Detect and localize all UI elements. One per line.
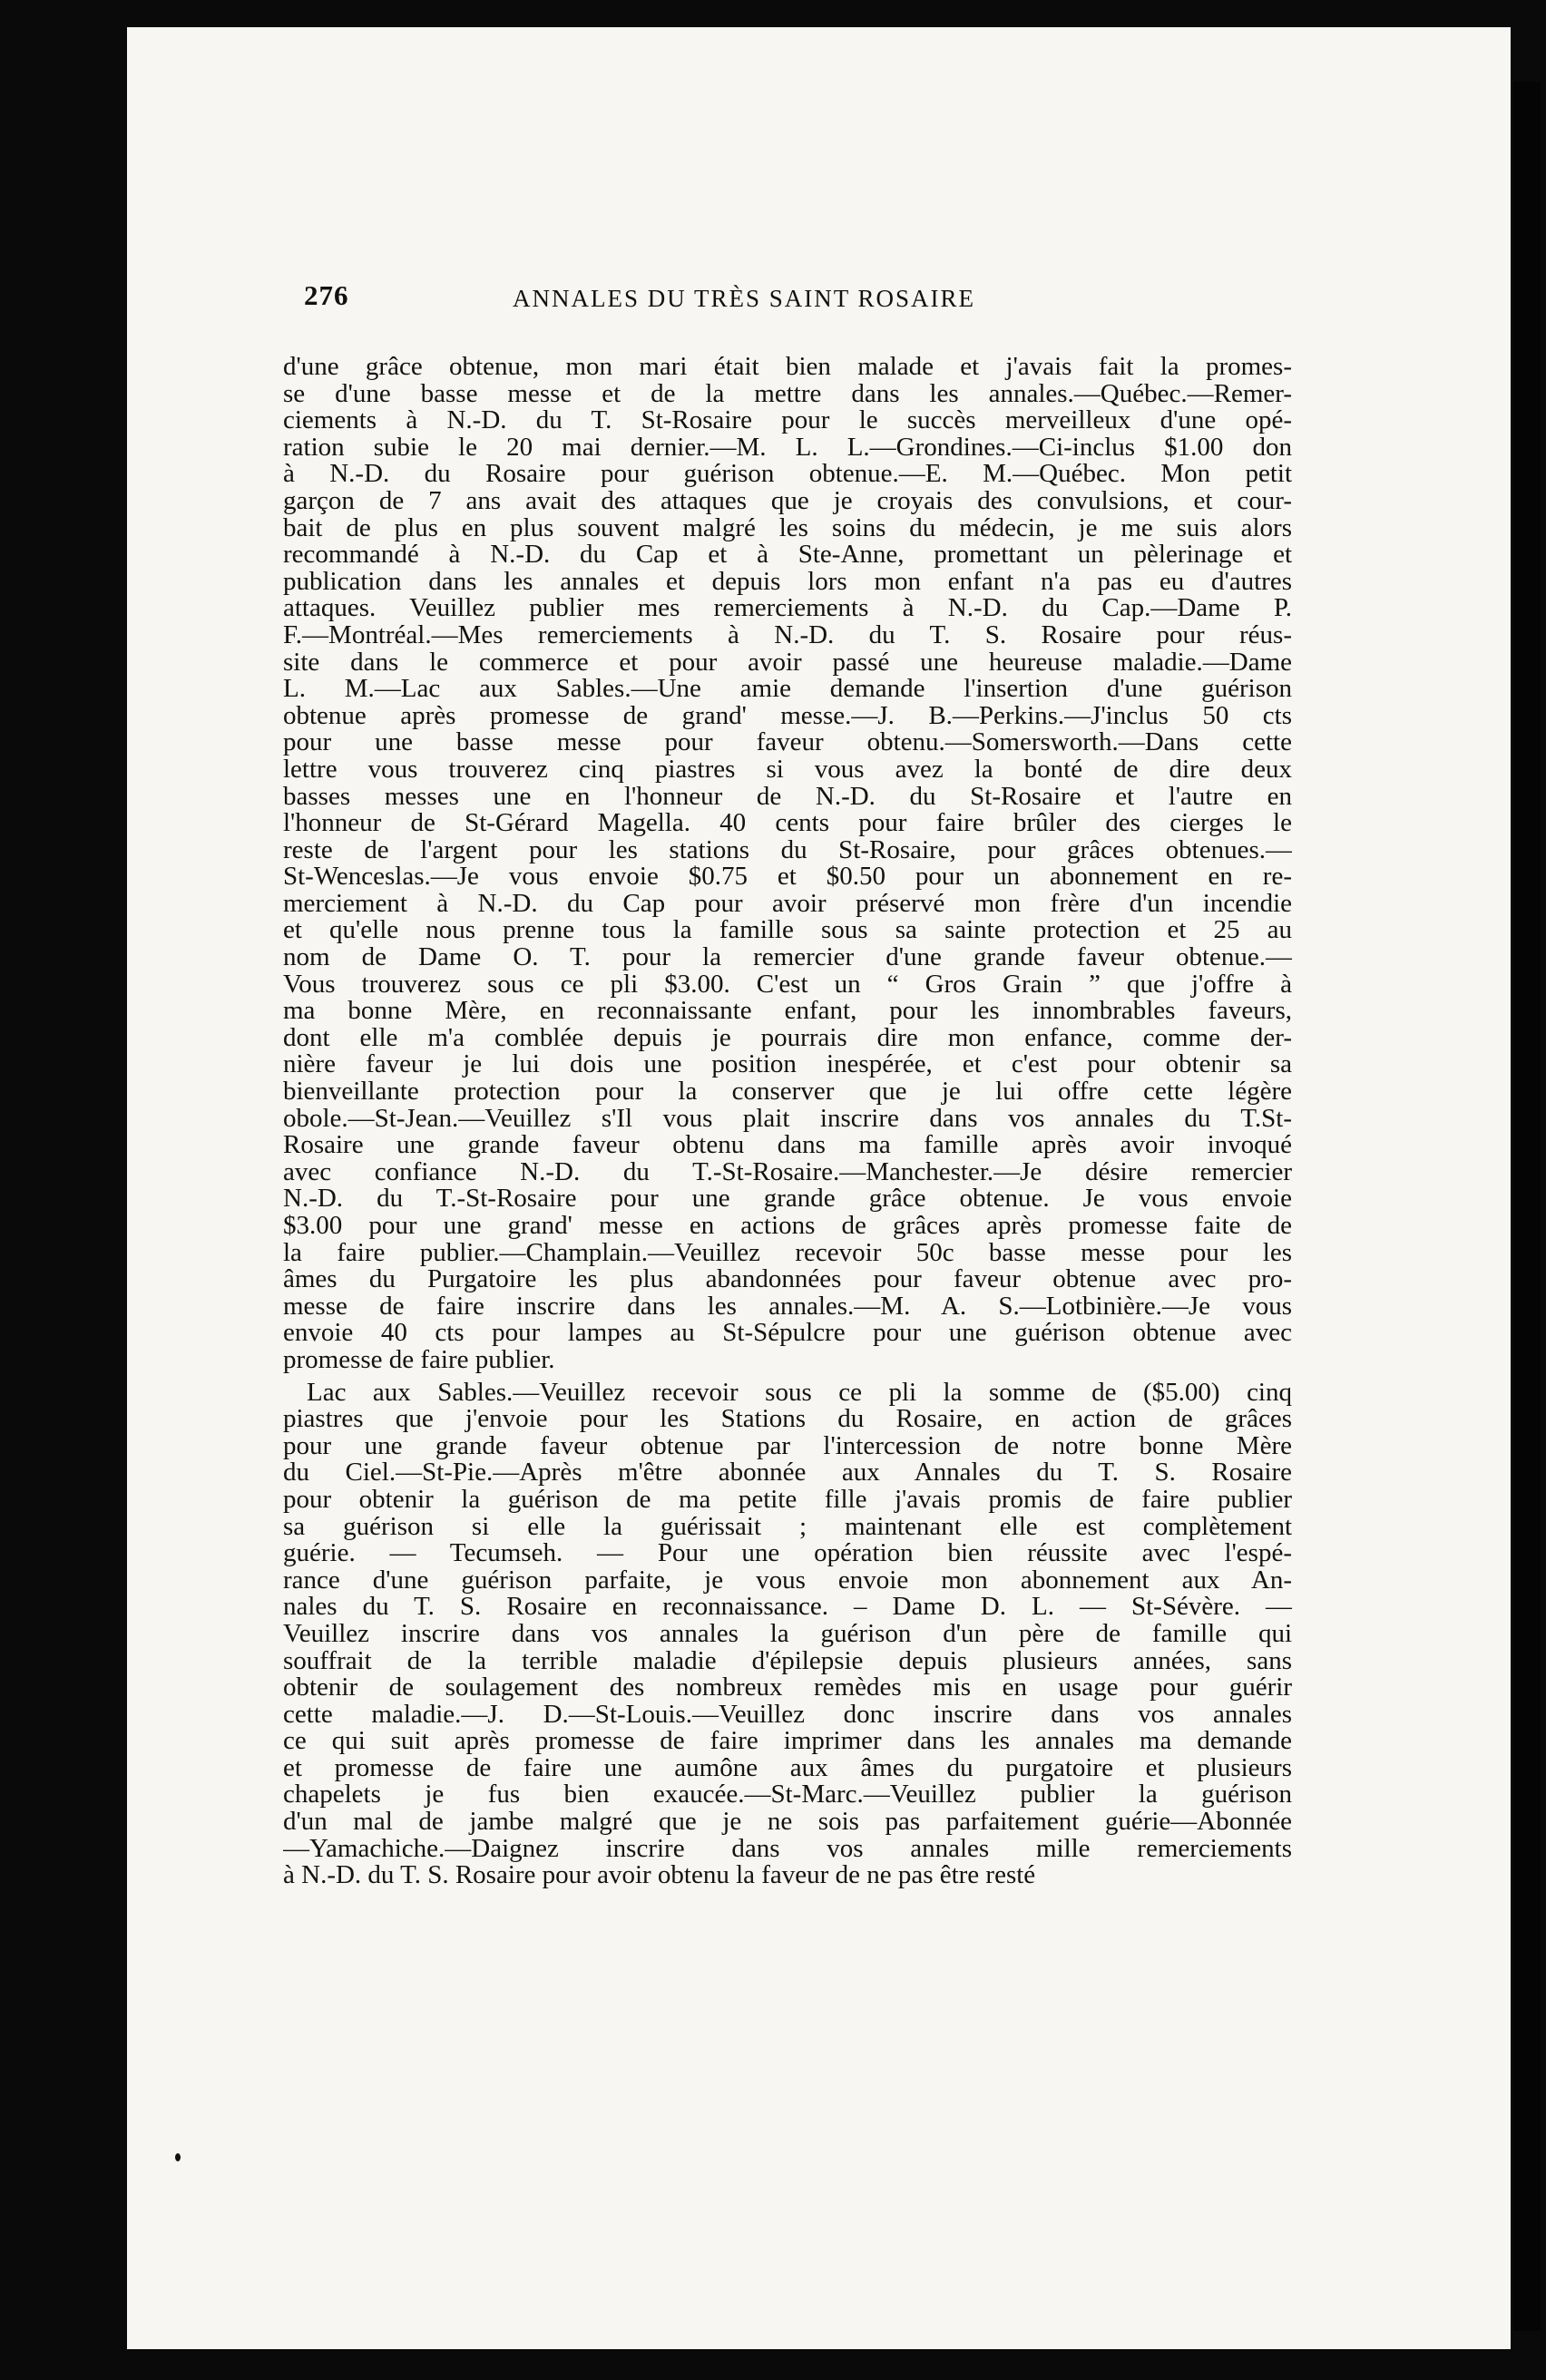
text-line: l'honneur de St-Gérard Magella. 40 cents pour faire brûler des cierges le bbox=[283, 810, 1292, 837]
text-line: sa guérison si elle la guérissait ; maintenant elle est complètement bbox=[283, 1513, 1292, 1541]
text-line: dont elle m'a comblée depuis je pourrais dire mon enfance, comme der- bbox=[283, 1024, 1292, 1052]
text-line: site dans le commerce et pour avoir passé une heureuse maladie.—Dame bbox=[283, 649, 1292, 677]
text-line: avec confiance N.-D. du T.-St-Rosaire.—Manchester.—Je désire remercier bbox=[283, 1158, 1292, 1186]
text-line: merciement à N.-D. du Cap pour avoir préservé mon frère d'un incendie bbox=[283, 890, 1292, 918]
text-line: nales du T. S. Rosaire en reconnaissance. – Dame D. L. — St-Sévère. — bbox=[283, 1594, 1292, 1621]
text-line: cette maladie.—J. D.—St-Louis.—Veuillez donc inscrire dans vos annales bbox=[283, 1701, 1292, 1729]
text-line: se d'une basse messe et de la mettre dans les annales.—Québec.—Remer- bbox=[283, 380, 1292, 408]
text-line: N.-D. du T.-St-Rosaire pour une grande grâce obtenue. Je vous envoie bbox=[283, 1185, 1292, 1213]
text-line: F.—Montréal.—Mes remerciements à N.-D. du T. S. Rosaire pour réus- bbox=[283, 621, 1292, 649]
text-line: L. M.—Lac aux Sables.—Une amie demande l'insertion d'une guérison bbox=[283, 676, 1292, 703]
text-line: ration subie le 20 mai dernier.—M. L. L.—Grondines.—Ci-inclus $1.00 don bbox=[283, 434, 1292, 462]
text-line: à N.-D. du T. S. Rosaire pour avoir obtenu la faveur de ne pas être resté bbox=[283, 1862, 1036, 1889]
text-line: et promesse de faire une aumône aux âmes du purgatoire et plusieurs bbox=[283, 1754, 1292, 1782]
text-line: souffrait de la terrible maladie d'épilepsie depuis plusieurs années, sans bbox=[283, 1647, 1292, 1675]
text-line: obole.—St-Jean.—Veuillez s'Il vous plait inscrire dans vos annales du T.St- bbox=[283, 1105, 1292, 1133]
text-line: messe de faire inscrire dans les annales.—M. A. S.—Lotbinière.—Je vous bbox=[283, 1292, 1292, 1321]
text-line: chapelets je fus bien exaucée.—St-Marc.—Veuillez publier la guérison bbox=[283, 1781, 1292, 1809]
text-line: Vous trouverez sous ce pli $3.00. C'est un “ Gros Grain ” que j'offre à bbox=[283, 971, 1292, 999]
text-line: d'un mal de jambe malgré que je ne sois pas parfaitement guérie—Abonnée bbox=[283, 1809, 1292, 1836]
ink-speck bbox=[175, 2153, 181, 2161]
text-line: et qu'elle nous prenne tous la famille sous sa sainte protection et 25 au bbox=[283, 917, 1292, 945]
text-line: bienveillante protection pour la conserver que je lui offre cette légère bbox=[283, 1078, 1292, 1106]
text-line: obtenir de soulagement des nombreux remèdes mis en usage pour guérir bbox=[283, 1674, 1292, 1702]
text-line: attaques. Veuillez publier mes remerciements à N.-D. du Cap.—Dame P. bbox=[283, 595, 1292, 622]
text-line: Veuillez inscrire dans vos annales la guérison d'un père de famille qui bbox=[283, 1620, 1292, 1648]
text-line: lettre vous trouverez cinq piastres si vous avez la bonté de dire deux bbox=[283, 756, 1292, 784]
text-line: à N.-D. du Rosaire pour guérison obtenue.—E. M.—Québec. Mon petit bbox=[283, 461, 1292, 488]
body-text bbox=[283, 354, 1292, 1889]
text-line: guérie. — Tecumseh. — Pour une opération bien réussite avec l'espé- bbox=[283, 1540, 1292, 1567]
text-line: reste de l'argent pour les stations du St-Rosaire, pour grâces obtenues.— bbox=[283, 836, 1292, 864]
text-line: obtenue après promesse de grand' messe.—J. B.—Perkins.—J'inclus 50 cts bbox=[283, 702, 1292, 730]
paragraph-1 bbox=[283, 354, 1292, 1374]
text-line: la faire publier.—Champlain.—Veuillez recevoir 50c basse messe pour les bbox=[283, 1239, 1292, 1267]
text-line: pour obtenir la guérison de ma petite fille j'avais promis de faire publier bbox=[283, 1486, 1292, 1514]
text-line: rance d'une guérison parfaite, je vous envoie mon abonnement aux An- bbox=[283, 1566, 1292, 1595]
text-line: pour une basse messe pour faveur obtenu.—Somersworth.—Dans cette bbox=[283, 729, 1292, 756]
page-edge-shadow bbox=[1513, 82, 1541, 2331]
running-title: ANNALES DU TRÈS SAINT ROSAIRE bbox=[513, 285, 976, 312]
text-line: ma bonne Mère, en reconnaissante enfant, pour les innombrables faveurs, bbox=[283, 998, 1292, 1025]
text-line: recommandé à N.-D. du Cap et à Ste-Anne, promettant un pèlerinage et bbox=[283, 541, 1292, 569]
text-line: piastres que j'envoie pour les Stations du Rosaire, en action de grâces bbox=[283, 1406, 1292, 1433]
text-line: basses messes une en l'honneur de N.-D. du St-Rosaire et l'autre en bbox=[283, 783, 1292, 811]
text-line: Rosaire une grande faveur obtenu dans ma famille après avoir invoqué bbox=[283, 1132, 1292, 1159]
text-line: nom de Dame O. T. pour la remercier d'une grande faveur obtenue.— bbox=[283, 944, 1292, 971]
text-line: bait de plus en plus souvent malgré les soins du médecin, je me suis alors bbox=[283, 514, 1292, 542]
text-line: nière faveur je lui dois une position inespérée, et c'est pour obtenir sa bbox=[283, 1051, 1292, 1079]
text-line: ce qui suit après promesse de faire imprimer dans les annales ma demande bbox=[283, 1728, 1292, 1755]
page-number: 276 bbox=[304, 279, 349, 311]
text-line: âmes du Purgatoire les plus abandonnées pour faveur obtenue avec pro- bbox=[283, 1266, 1292, 1293]
paragraph-2 bbox=[283, 1380, 1292, 1889]
text-line: promesse de faire publier. bbox=[283, 1346, 555, 1374]
text-line: d'une grâce obtenue, mon mari était bien malade et j'avais fait la promes- bbox=[283, 354, 1292, 381]
running-header bbox=[304, 279, 1284, 316]
text-line: publication dans les annales et depuis lors mon enfant n'a pas eu d'autres bbox=[283, 568, 1292, 596]
text-line: $3.00 pour une grand' messe en actions de grâces après promesse faite de bbox=[283, 1213, 1292, 1240]
text-line: St-Wenceslas.—Je vous envoie $0.75 et $0.50 pour un abonnement en re- bbox=[283, 863, 1292, 891]
text-line: du Ciel.—St-Pie.—Après m'être abonnée aux Annales du T. S. Rosaire bbox=[283, 1459, 1292, 1487]
text-line: envoie 40 cts pour lampes au St-Sépulcre pour une guérison obtenue avec bbox=[283, 1320, 1292, 1347]
text-line: ciements à N.-D. du T. St-Rosaire pour le succès merveilleux d'une opé- bbox=[283, 407, 1292, 434]
text-line: Lac aux Sables.—Veuillez recevoir sous ce pli la somme de ($5.00) cinq bbox=[307, 1379, 1292, 1407]
text-line: garçon de 7 ans avait des attaques que je croyais des convulsions, et cour- bbox=[283, 487, 1292, 515]
text-line: pour une grande faveur obtenue par l'intercession de notre bonne Mère bbox=[283, 1432, 1292, 1460]
text-line: —Yamachiche.—Daignez inscrire dans vos annales mille remerciements bbox=[283, 1835, 1292, 1863]
